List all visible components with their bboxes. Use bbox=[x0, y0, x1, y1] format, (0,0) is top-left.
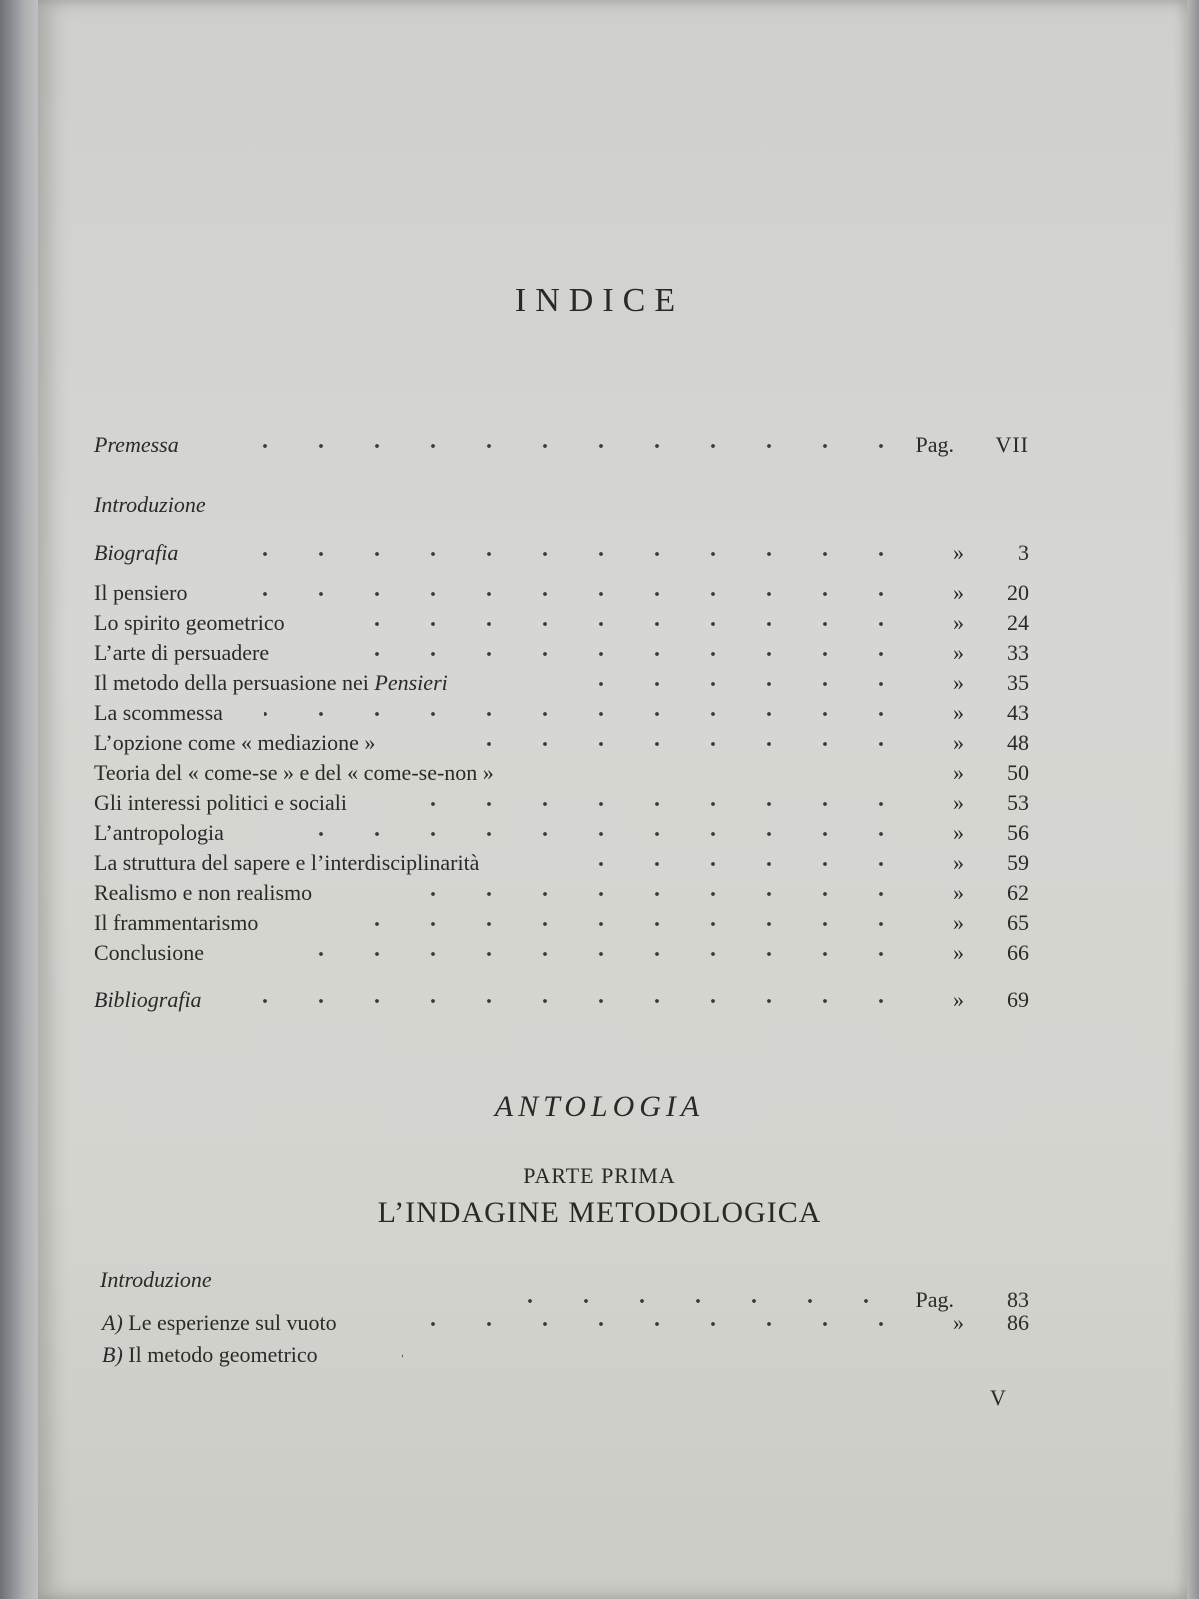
dot-leader bbox=[464, 738, 909, 750]
toc-page-marker: » bbox=[953, 1310, 964, 1335]
toc-entry-label: Teoria del « come-se » e del « come-se-non » bbox=[94, 760, 494, 785]
toc-entry-label: La scommessa bbox=[94, 700, 223, 725]
toc-row bbox=[94, 668, 1029, 698]
dot-leader bbox=[402, 1350, 429, 1362]
toc-page-marker: » bbox=[953, 850, 964, 875]
toc-row bbox=[94, 698, 1029, 728]
dot-leader bbox=[224, 548, 909, 560]
toc-row bbox=[94, 985, 1029, 1015]
toc-page-number: 50 bbox=[1007, 760, 1029, 785]
toc-row bbox=[94, 638, 1029, 668]
toc-row bbox=[94, 758, 1029, 788]
dot-leader bbox=[422, 1318, 909, 1330]
part-title: L’INDAGINE METODOLOGICA bbox=[377, 1196, 822, 1229]
toc-page-marker: » bbox=[953, 640, 964, 665]
toc-page-marker: » bbox=[953, 580, 964, 605]
page-folio: V bbox=[990, 1385, 1006, 1410]
toc-page-number: 20 bbox=[1007, 580, 1029, 605]
toc-entry-label: L’opzione come « mediazione » bbox=[94, 730, 376, 755]
toc-page-marker: » bbox=[953, 730, 964, 755]
toc-entry-label: Il frammentarismo bbox=[94, 910, 259, 935]
toc-page-marker: » bbox=[953, 940, 964, 965]
dot-leader bbox=[219, 440, 909, 452]
toc-page-number: 59 bbox=[1007, 850, 1029, 875]
toc-row bbox=[94, 538, 1029, 568]
toc-page-marker: Pag. bbox=[915, 1287, 954, 1312]
toc-page-marker: » bbox=[953, 880, 964, 905]
page-title: INDICE bbox=[514, 282, 685, 319]
toc-page-marker: Pag. bbox=[915, 432, 954, 457]
dot-leader bbox=[349, 618, 909, 630]
part-label: PARTE PRIMA bbox=[523, 1163, 676, 1188]
toc-entry-label: Biografia bbox=[94, 540, 179, 565]
dot-leader bbox=[234, 588, 909, 600]
toc-page-number: VII bbox=[995, 432, 1029, 457]
toc-entry-label: L’arte di persuadere bbox=[94, 640, 270, 665]
dot-leader bbox=[424, 798, 909, 810]
toc-entry-label: Realismo e non realismo bbox=[94, 880, 313, 905]
toc-page-number: 86 bbox=[1007, 1310, 1029, 1335]
toc-entry-label: A) Le esperienze sul vuoto bbox=[102, 1310, 337, 1335]
toc-entry-label: Premessa bbox=[94, 432, 179, 457]
toc-row bbox=[94, 578, 1029, 608]
toc-page-number: 33 bbox=[1007, 640, 1029, 665]
toc-page-marker: » bbox=[953, 540, 964, 565]
dot-leader bbox=[224, 995, 909, 1007]
toc-page-number: 35 bbox=[1007, 670, 1029, 695]
toc-row bbox=[94, 878, 1029, 908]
dot-leader bbox=[269, 828, 909, 840]
toc-section-heading: Introduzione bbox=[94, 492, 206, 517]
toc-row bbox=[94, 788, 1029, 818]
toc-row bbox=[94, 490, 1029, 520]
dot-leader bbox=[339, 918, 909, 930]
toc-page-marker: » bbox=[953, 820, 964, 845]
toc-page-number: 48 bbox=[1007, 730, 1029, 755]
toc-page-marker: » bbox=[953, 760, 964, 785]
toc-entry-label: Bibliografia bbox=[94, 987, 202, 1012]
dot-leader bbox=[389, 888, 909, 900]
toc-section-heading: Introduzione bbox=[100, 1267, 212, 1292]
toc-entry-label: L’antropologia bbox=[94, 820, 224, 845]
toc-page-marker: » bbox=[953, 790, 964, 815]
toc-page-number: 53 bbox=[1007, 790, 1029, 815]
toc-row bbox=[94, 430, 1029, 460]
toc-page-number: 69 bbox=[1007, 987, 1029, 1012]
toc-page-marker: » bbox=[953, 610, 964, 635]
toc-page-number: 56 bbox=[1007, 820, 1029, 845]
toc-entry-label: Il pensiero bbox=[94, 580, 188, 605]
toc-row bbox=[102, 1308, 1029, 1338]
toc-row bbox=[94, 938, 1029, 968]
toc-row bbox=[94, 728, 1029, 758]
dot-leader bbox=[279, 948, 909, 960]
toc-row bbox=[94, 908, 1029, 938]
toc-row bbox=[94, 818, 1029, 848]
dot-leader bbox=[584, 858, 909, 870]
dot-leader bbox=[574, 678, 909, 690]
dot-leader bbox=[349, 648, 909, 660]
toc-page-number: 65 bbox=[1007, 910, 1029, 935]
toc-page-number: 62 bbox=[1007, 880, 1029, 905]
toc-page-marker: » bbox=[953, 910, 964, 935]
dot-leader bbox=[500, 1295, 894, 1307]
toc-row bbox=[94, 608, 1029, 638]
toc-entry-label: B) Il metodo geometrico bbox=[102, 1342, 318, 1367]
toc-page-marker: » bbox=[953, 700, 964, 725]
dot-leader bbox=[264, 708, 909, 720]
page-edge bbox=[1187, 0, 1199, 1599]
toc-entry-label: La struttura del sapere e l’interdisciplinarità bbox=[94, 850, 480, 875]
toc-page-marker: » bbox=[953, 670, 964, 695]
toc-entry-label: Conclusione bbox=[94, 940, 204, 965]
toc-page-marker: » bbox=[953, 987, 964, 1012]
toc-entry-label: Il metodo della persuasione nei Pensieri bbox=[94, 670, 448, 695]
toc-page-number: 43 bbox=[1007, 700, 1029, 725]
toc-entry-label: Lo spirito geometrico bbox=[94, 610, 285, 635]
toc-page-number: 24 bbox=[1007, 610, 1029, 635]
toc-row bbox=[102, 1340, 1029, 1370]
toc-entry-label: Gli interessi politici e sociali bbox=[94, 790, 347, 815]
toc-page-number: 66 bbox=[1007, 940, 1029, 965]
toc-page-number: 83 bbox=[1007, 1287, 1029, 1312]
section-heading-antologia: ANTOLOGIA bbox=[494, 1090, 705, 1123]
toc-row bbox=[94, 848, 1029, 878]
toc-page-number: 3 bbox=[1018, 540, 1029, 565]
